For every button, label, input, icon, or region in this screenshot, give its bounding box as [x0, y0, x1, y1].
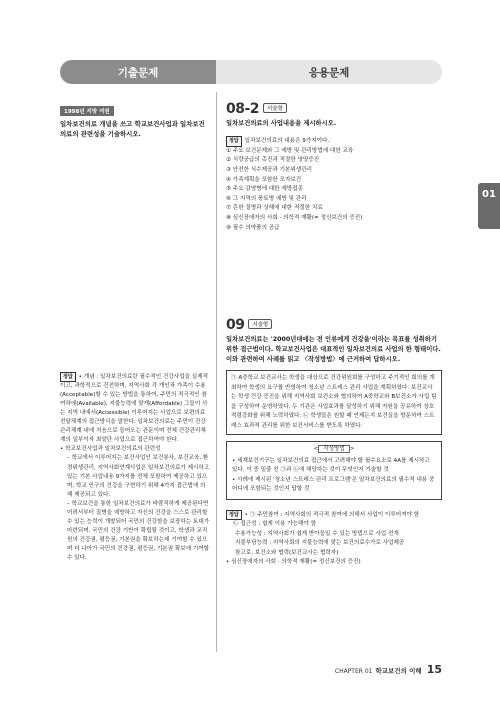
question-type-tag: 서술형 [263, 103, 287, 113]
tab-applied-questions: 응용문제 [216, 60, 442, 84]
question-08-2 [226, 98, 442, 233]
past-question-text: 일차보건의료 개념을 쓰고 학교보건사업과 일차보건의료의 관련성을 기술하시오. [60, 120, 205, 138]
answer-line: • 학교보건사업과 일차보건의료의 관련성 [60, 446, 161, 453]
answer-item: ④ 가족계획을 포함한 모자보건 [226, 176, 302, 183]
method-item: • 세계보건기구는 일차보건의료 접근에서 고려해야 할 필수요소로 4A를 제시하고 있다. 이 중 밑줄 친 ㉠과 ㉡에 해당하는 것이 무엇인지 기술할 것 [232, 457, 430, 474]
answer-item: ⑤ 주요 감염병에 대한 예방접종 [226, 186, 303, 193]
answer-line: – 학교보건을 통한 일차보건의료가 바람직하게 제공된다면 어려서부터 질병을 예방하고 자신의 건강을 스스로 관리할 수 있는 능력이 개발되어 국민의 건강함을 보장하는 토대가 마련되며, 국민의 건강 기반이 확립될 것이고, 학생과 교직원의 건강권, 평등권, 기본권을 확보하는데 기여할 수 있으며 더 나아가 국민의 건강권, 평등권, 기본권 확보에 기여할 수 있다. [67, 500, 210, 561]
chapter-side-tab: 01 [478, 183, 500, 229]
question-text: 일차보건의료는 '2000년대에는 전 인류에게 건강을'이라는 목표를 성취하기 위한 접근법이다. 학교보건사업은 대표적인 일차보건의료 사업의 한 형태이다. 이와 관련하여 사례를 읽고 〈작성방법〉에 근거하여 답하시오. [226, 336, 441, 364]
question-type-tag: 서술형 [248, 319, 272, 329]
answer-paragraph: 정답 • 개념 : 일차보건의료란 필수적인 건강사업을 실제적이고, 과학적으로 건전하며, 지역사회 각 개인과 가족이 수용(Acceptable)할 수 있는 방법을 통하여, 주민의 적극적인 참여하에(Available), 지불능력에 맞게(Affordable) 그들이 사는 지역 내에서(Accessible) 이루어지는 사업으로 보편의료 전달체계의 접근방식을 말한다. 일차보건의료는 주민이 건강관리체계 내에 처음으로 들어오는 관문이며 전체 건강관리체계의 일부이자 최말단 사업으로 접근하여야 한다. [60, 374, 208, 444]
answer-item: 지불부담능력 : 지역사회의 지불능력에 맞는 보건의료수가로 사업제공 [235, 540, 405, 547]
page-number: 15 [426, 663, 442, 676]
answer-block: 정답 • ㉠ 주민참여 : 지역사회의 적극적 참여에 의해서 사업이 이루어져야 함 ㉡ 접근성 : 쉽게 이용 가능해야 함 수용가능성 : 지역사회가 쉽게 받아들일 수 있는 방법으로 사업 전개 지불부담능력 : 지역사회의 지불능력에 맞는 보건의료수가로 사업제공 참고로, 보건소와 협력(보건교사는 협력자) • 심신장애자의 사회 · 의학적 재활(= 정신보건의 증진) [226, 510, 442, 568]
answer-label: 정답 [226, 136, 242, 147]
method-title: < 작성방법 > [313, 446, 355, 453]
question-number: 09 [226, 317, 245, 333]
answer-label: 정답 [226, 510, 242, 521]
question-text: 일차보건의료의 사업내용을 제시하시오. [226, 120, 337, 127]
answer-item: ① 주요 보건문제와 그 예방 및 관리방법에 대한 교육 [226, 147, 354, 154]
exam-source-tag: 1998년 지방 여원 [60, 106, 114, 116]
answer-item: ② 식량공급의 촉진과 적절한 영양증진 [226, 157, 320, 164]
question-number: 08-2 [226, 101, 260, 117]
section-header [0, 60, 500, 86]
answer-line: – 학교에서 이루어지는 보건사업인 보건봉사, 보건교육, 환경위생관리, 지역사회연계사업은 일차보건의료가 제시하고 있는 기본 사업내용 9가지를 전체 포함하여 제공하고 있으며, 학교 인구의 건강을 구현하기 위해 4가지 접근법에 의해 제공되고 있다. [67, 455, 210, 498]
past-question [60, 98, 210, 140]
answer-item: ⑨ 필수 의약품의 공급 [226, 224, 280, 231]
answer-label: 정답 [60, 372, 76, 382]
answer-item: 수용가능성 : 지역사회가 쉽게 받아들일 수 있는 방법으로 사업 전개 [235, 530, 399, 537]
tab-past-questions: 기출문제 [60, 60, 216, 84]
answer-item: 참고로, 보건소와 협력(보건교사는 협력자) [235, 549, 339, 556]
past-answer [60, 372, 210, 563]
answer-block: 정답 일차보건의료의 내용은 9가지이다. ① 주요 보건문제와 그 예방 및 관리방법에 대한 교육 ② 식량공급의 촉진과 적절한 영양증진 ③ 안전한 식수제공과 기본위생관리 ④ 가족계획을 포함한 모자보건 ⑤ 주요 감염병에 대한 예방접종 ⑥ 그 지역의 풍토병 예방 및 관리 ⑦ 흔한 질병과 상해에 대한 적절한 치료 ⑧ 심신장애자의 사회 · 의학적 재활(= 정신보건의 증진) ⑨ 필수 의약품의 공급 [226, 136, 442, 233]
page-footer [335, 663, 442, 676]
answer-item: ⑥ 그 지역의 풍토병 예방 및 관리 [226, 195, 307, 202]
answer-item: • 심신장애자의 사회 · 의학적 재활(= 정신보건의 증진) [226, 559, 361, 566]
answer-item: ⑦ 흔한 질병과 상해에 대한 적절한 치료 [226, 205, 323, 212]
chapter-title: 학교보건의 이해 [375, 667, 422, 675]
question-09 [226, 314, 442, 568]
method-box [226, 441, 442, 500]
answer-item: ⑧ 심신장애자의 사회 · 의학적 재활(= 정신보건의 증진) [226, 214, 363, 221]
answer-item: ③ 안전한 식수제공과 기본위생관리 [226, 166, 312, 173]
method-item: • 사례에 제시된 '청소년 스트레스 관리 프로그램'은 일차보건의료의 필수적 내용 중 어디에 포함되는 것인지 답할 것 [232, 476, 435, 493]
case-box: ㉠ A중학교 보건교사는 학생을 대상으로 건강위원회를 구성하고 주기적인 회의를 개최하여 학생의 요구를 반영하여 청소년 스트레스 관리 사업을 계획하였다. 보건교사는 학생 건강 증진을 위해 지역사회 보건소와 협의하여 A중학교와 B보건소가 사업 팀을 구성하여 운영하였다. 두 기관은 사업효과를 달성하기 위해 자원을 공유하여 상호적령강화를 위해 노력하였다. ㉡ 학생들은 원할 때 언제든지 보건실을 방문하여 스트레스 효과적 관리를 위한 보건서비스를 받도록 하였다. [226, 370, 442, 435]
answer-item: ㉡ 접근성 : 쉽게 이용 가능해야 함 [233, 521, 316, 528]
column-divider [216, 92, 217, 652]
chapter-label: CHAPTER 01 [334, 668, 373, 675]
